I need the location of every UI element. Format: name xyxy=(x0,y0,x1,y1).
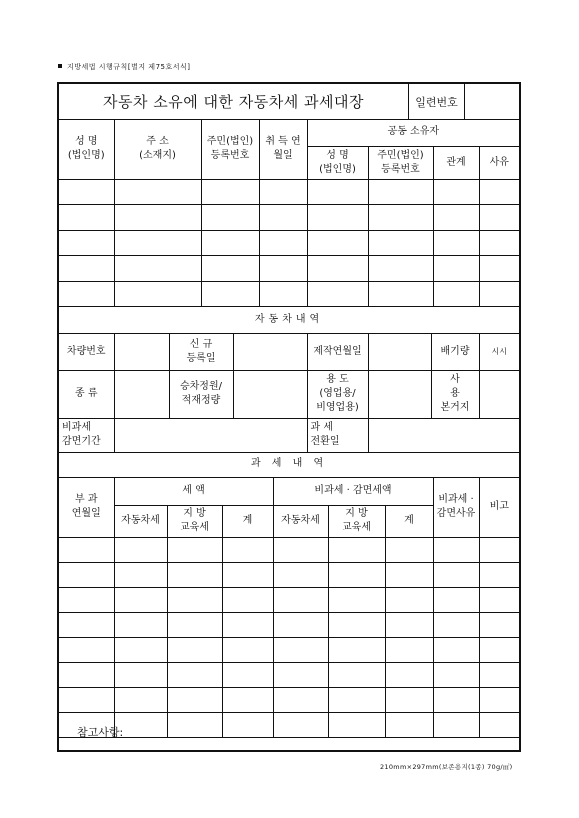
serial-number-label: 일련번호 xyxy=(408,84,465,119)
exempt-reason-cell[interactable] xyxy=(433,562,479,587)
form-reference xyxy=(58,62,191,72)
tax-row xyxy=(59,662,519,687)
exempt-edu-tax-cell[interactable] xyxy=(328,587,385,612)
joint-regno-cell[interactable] xyxy=(368,204,433,230)
page-title: 자동차 소유에 대한 자동차세 과세대장 xyxy=(103,93,364,111)
vehicle-table xyxy=(59,307,519,453)
total-cell[interactable] xyxy=(222,662,273,687)
auto-tax-cell[interactable] xyxy=(114,537,167,562)
joint-reason-cell[interactable] xyxy=(479,281,519,306)
tax-row xyxy=(59,637,519,662)
tax-row xyxy=(59,687,519,712)
owner-address-cell[interactable] xyxy=(114,281,201,306)
tax-section-header: 과 세 내 역 xyxy=(59,452,519,477)
levy-date-cell[interactable] xyxy=(59,662,114,687)
joint-relation-cell[interactable] xyxy=(433,179,479,204)
auto-tax-header: 자동차세 xyxy=(114,505,167,537)
tax-amount-header: 세 액 xyxy=(114,477,273,505)
exempt-total-cell[interactable] xyxy=(385,612,433,637)
total-cell[interactable] xyxy=(222,562,273,587)
joint-name-cell[interactable] xyxy=(307,281,368,306)
base-location-field[interactable] xyxy=(479,370,519,418)
edu-tax-cell[interactable] xyxy=(167,562,222,587)
joint-name-cell[interactable] xyxy=(307,179,368,204)
vehicle-type-label: 종 류 xyxy=(59,370,114,418)
exempt-edu-tax-cell[interactable] xyxy=(328,562,385,587)
serial-number-field[interactable] xyxy=(464,84,519,119)
acquisition-date-cell[interactable] xyxy=(259,179,307,204)
tax-row xyxy=(59,612,519,637)
edu-tax-cell[interactable] xyxy=(167,537,222,562)
joint-owner-regno-header: 주민(법인) 등록번호 xyxy=(368,146,433,179)
edu-tax-cell[interactable] xyxy=(167,587,222,612)
owner-regno-cell[interactable] xyxy=(201,255,259,281)
joint-regno-cell[interactable] xyxy=(368,281,433,306)
owner-row xyxy=(59,281,519,306)
owner-name-header: 성 명 (법인명) xyxy=(59,119,114,179)
new-registration-date-label: 신 규 등록일 xyxy=(169,333,233,370)
owner-row xyxy=(59,204,519,230)
tax-register-form xyxy=(57,82,521,752)
tax-total-header: 계 xyxy=(222,505,273,537)
owner-name-cell[interactable] xyxy=(59,204,114,230)
acquisition-date-cell[interactable] xyxy=(259,281,307,306)
exempt-edu-tax-cell[interactable] xyxy=(328,537,385,562)
edu-tax-cell[interactable] xyxy=(167,612,222,637)
owner-name-cell[interactable] xyxy=(59,230,114,255)
auto-tax-cell[interactable] xyxy=(114,662,167,687)
joint-relation-cell[interactable] xyxy=(433,230,479,255)
remarks-cell[interactable] xyxy=(479,687,519,712)
exempt-total-cell[interactable] xyxy=(385,562,433,587)
owner-address-cell[interactable] xyxy=(114,230,201,255)
plate-number-field[interactable] xyxy=(114,333,169,370)
new-registration-date-field[interactable] xyxy=(233,333,307,370)
total-cell[interactable] xyxy=(222,537,273,562)
joint-relation-cell[interactable] xyxy=(433,255,479,281)
tax-change-date-field[interactable] xyxy=(368,418,519,452)
total-cell[interactable] xyxy=(222,587,273,612)
owner-address-cell[interactable] xyxy=(114,255,201,281)
levy-date-cell[interactable] xyxy=(59,537,114,562)
exempt-reason-header: 비과세 · 감면사유 xyxy=(433,477,479,537)
owner-name-cell[interactable] xyxy=(59,281,114,306)
joint-relation-cell[interactable] xyxy=(433,281,479,306)
exempt-reason-cell[interactable] xyxy=(433,637,479,662)
owner-regno-cell[interactable] xyxy=(201,281,259,306)
joint-regno-cell[interactable] xyxy=(368,255,433,281)
owner-name-cell[interactable] xyxy=(59,255,114,281)
total-cell[interactable] xyxy=(222,687,273,712)
total-cell[interactable] xyxy=(222,637,273,662)
acquisition-date-header: 취 득 연 월일 xyxy=(259,119,307,179)
joint-reason-cell[interactable] xyxy=(479,204,519,230)
levy-date-cell[interactable] xyxy=(59,687,114,712)
exempt-total-header: 계 xyxy=(385,505,433,537)
tax-table xyxy=(59,452,519,738)
exempt-reason-cell[interactable] xyxy=(433,587,479,612)
joint-relation-cell[interactable] xyxy=(433,204,479,230)
exempt-edu-tax-cell[interactable] xyxy=(328,662,385,687)
exempt-reason-cell[interactable] xyxy=(433,687,479,712)
exempt-auto-tax-cell[interactable] xyxy=(273,587,328,612)
tax-row xyxy=(59,562,519,587)
paper-spec-footer: 210mm×297mm(보존용지(1종) 70g/㎡) xyxy=(380,763,513,771)
auto-tax-cell[interactable] xyxy=(114,562,167,587)
total-cell[interactable] xyxy=(222,612,273,637)
exempt-total-cell[interactable] xyxy=(385,587,433,612)
displacement-label: 배기량 xyxy=(431,333,479,370)
auto-tax-cell[interactable] xyxy=(114,587,167,612)
capacity-label: 승차정원/ 적재정량 xyxy=(169,370,233,418)
usage-field[interactable] xyxy=(368,370,431,418)
form-header xyxy=(59,84,519,120)
edu-tax-cell[interactable] xyxy=(167,662,222,687)
exempt-auto-tax-cell[interactable] xyxy=(273,687,328,712)
owner-row xyxy=(59,230,519,255)
exempt-auto-tax-header: 자동차세 xyxy=(273,505,328,537)
auto-tax-cell[interactable] xyxy=(114,637,167,662)
exempt-edu-tax-cell[interactable] xyxy=(328,612,385,637)
vehicle-type-field[interactable] xyxy=(114,370,169,418)
acquisition-date-cell[interactable] xyxy=(259,204,307,230)
exempt-reason-cell[interactable] xyxy=(433,612,479,637)
remarks-cell[interactable] xyxy=(479,587,519,612)
joint-reason-cell[interactable] xyxy=(479,255,519,281)
local-edu-tax-header: 지 방 교육세 xyxy=(167,505,222,537)
auto-tax-cell[interactable] xyxy=(114,612,167,637)
joint-regno-cell[interactable] xyxy=(368,179,433,204)
joint-regno-cell[interactable] xyxy=(368,230,433,255)
manufacture-date-field[interactable] xyxy=(368,333,431,370)
exempt-edu-tax-cell[interactable] xyxy=(328,687,385,712)
owner-row xyxy=(59,255,519,281)
remarks-cell[interactable] xyxy=(479,637,519,662)
levy-date-cell[interactable] xyxy=(59,637,114,662)
manufacture-date-label: 제작연월일 xyxy=(307,333,368,370)
tax-row xyxy=(59,537,519,562)
exempt-total-cell[interactable] xyxy=(385,537,433,562)
owner-row xyxy=(59,179,519,204)
capacity-field[interactable] xyxy=(233,370,307,418)
owner-address-cell[interactable] xyxy=(114,179,201,204)
exempt-total-cell[interactable] xyxy=(385,687,433,712)
tax-change-date-label: 과 세 전환일 xyxy=(307,418,368,452)
usage-label: 용 도 (영업용/ 비영업용) xyxy=(307,370,368,418)
vehicle-section-header: 자동차내역 xyxy=(59,307,519,333)
levy-date-cell[interactable] xyxy=(59,587,114,612)
owner-regno-cell[interactable] xyxy=(201,179,259,204)
joint-reason-cell[interactable] xyxy=(479,179,519,204)
remarks-cell[interactable] xyxy=(479,662,519,687)
exempt-total-cell[interactable] xyxy=(385,637,433,662)
auto-tax-cell[interactable] xyxy=(114,687,167,712)
exempt-reason-cell[interactable] xyxy=(433,662,479,687)
acquisition-date-cell[interactable] xyxy=(259,255,307,281)
exempt-auto-tax-cell[interactable] xyxy=(273,637,328,662)
notes-area[interactable] xyxy=(59,712,519,750)
exempt-local-edu-tax-header: 지 방 교육세 xyxy=(328,505,385,537)
remarks-header: 비고 xyxy=(479,477,519,537)
exempt-auto-tax-cell[interactable] xyxy=(273,662,328,687)
form-reference-text: 지방세법 시행규칙[별지 제75호서식] xyxy=(67,63,191,71)
exempt-edu-tax-cell[interactable] xyxy=(328,637,385,662)
owner-address-header: 주 소 (소재지) xyxy=(114,119,201,179)
tax-row xyxy=(59,587,519,612)
levy-date-cell[interactable] xyxy=(59,612,114,637)
owner-table xyxy=(59,119,519,307)
owner-regno-cell[interactable] xyxy=(201,204,259,230)
exempt-auto-tax-cell[interactable] xyxy=(273,562,328,587)
joint-reason-cell[interactable] xyxy=(479,230,519,255)
joint-owner-relation-header: 관계 xyxy=(433,146,479,179)
notes-label: 참고사항: xyxy=(77,726,124,739)
owner-regno-cell[interactable] xyxy=(201,230,259,255)
remarks-cell[interactable] xyxy=(479,612,519,637)
owner-regno-header: 주민(법인) 등록번호 xyxy=(201,119,259,179)
remarks-cell[interactable] xyxy=(479,537,519,562)
owner-address-cell[interactable] xyxy=(114,204,201,230)
edu-tax-cell[interactable] xyxy=(167,637,222,662)
edu-tax-cell[interactable] xyxy=(167,687,222,712)
joint-name-cell[interactable] xyxy=(307,204,368,230)
joint-owner-name-header: 성 명 (법인명) xyxy=(307,146,368,179)
base-location-label: 사 용 본거지 xyxy=(431,370,479,418)
displacement-unit: 시시 xyxy=(479,333,519,370)
exempt-auto-tax-cell[interactable] xyxy=(273,537,328,562)
plate-number-label: 차량번호 xyxy=(59,333,114,370)
joint-owner-header: 공동 소유자 xyxy=(307,119,519,146)
joint-owner-reason-header: 사유 xyxy=(479,146,519,179)
bullet-square-icon xyxy=(58,64,62,68)
exempt-amount-header: 비과세 · 감면세액 xyxy=(273,477,433,505)
joint-name-cell[interactable] xyxy=(307,230,368,255)
levy-date-header: 부 과 연월일 xyxy=(59,477,114,537)
owner-name-cell[interactable] xyxy=(59,179,114,204)
acquisition-date-cell[interactable] xyxy=(259,230,307,255)
exempt-total-cell[interactable] xyxy=(385,662,433,687)
remarks-cell[interactable] xyxy=(479,562,519,587)
exempt-reason-cell[interactable] xyxy=(433,537,479,562)
exemption-period-label: 비과세 감면기간 xyxy=(59,418,114,452)
levy-date-cell[interactable] xyxy=(59,562,114,587)
exemption-period-field[interactable] xyxy=(114,418,307,452)
exempt-auto-tax-cell[interactable] xyxy=(273,612,328,637)
joint-name-cell[interactable] xyxy=(307,255,368,281)
